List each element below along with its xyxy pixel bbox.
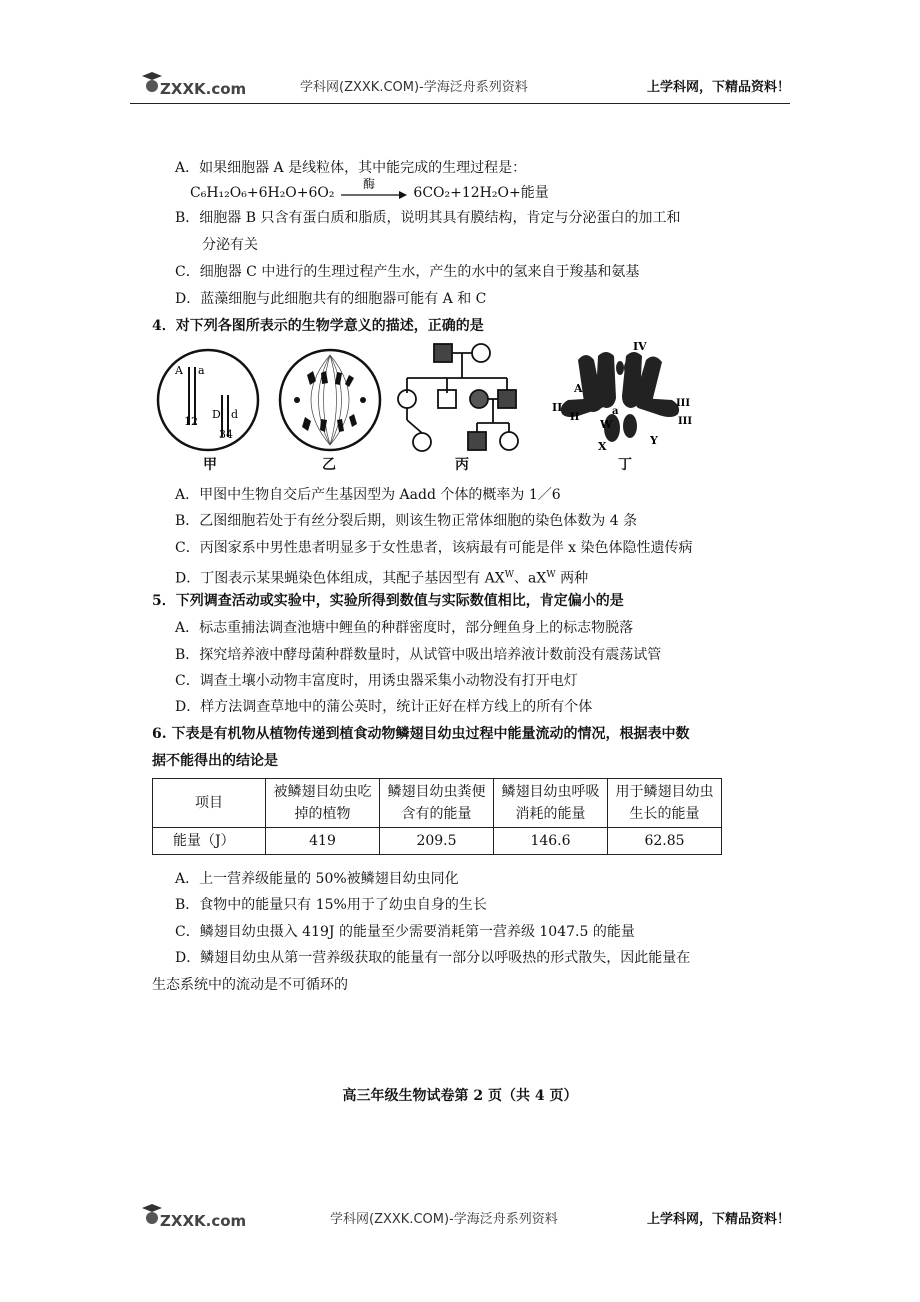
enzyme-arrow (339, 177, 409, 200)
ding-label-II-b: II (570, 412, 580, 423)
jia-label-D: D (212, 408, 221, 421)
energy-table (152, 778, 722, 855)
jia-label-34: 34 (219, 428, 233, 441)
logo-text: ZXXK.com (160, 80, 246, 98)
ding-label-A: A (574, 382, 583, 395)
equation-right: 6CO₂+12H₂O+能量 (413, 185, 549, 201)
q4-stem: 4．对下列各图所表示的生物学意义的描述，正确的是 (152, 318, 484, 334)
header-rule (130, 103, 790, 104)
fig-label-yi: 乙 (322, 457, 336, 473)
logo-text: ZXXK.com (160, 1212, 246, 1230)
figure-yi (277, 345, 387, 455)
table-cell: 146.6 (494, 828, 608, 855)
q6-stem-line2: 据不能得出的结论是 (152, 753, 278, 769)
zxxk-logo (136, 70, 246, 100)
q4-option-d (175, 565, 588, 589)
q3-option-d: D．蓝藻细胞与此细胞共有的细胞器可能有 A 和 C (175, 291, 487, 307)
q4-d-sup2: W (546, 570, 556, 580)
q3-option-b-line1: B．细胞器 B 只含有蛋白质和脂质，说明其具有膜结构，肯定与分泌蛋白的加工和 (175, 210, 681, 226)
table-cell: 419 (266, 828, 380, 855)
q4-option-b: B．乙图细胞若处于有丝分裂后期，则该生物正常体细胞的染色体数为 4 条 (175, 513, 638, 529)
table-header-cell: 鳞翅目幼虫呼吸 消耗的能量 (494, 779, 608, 828)
q5-option-b: B．探究培养液中酵母菌种群数量时，从试管中吸出培养液计数前没有震荡试管 (175, 647, 662, 663)
ding-label-III-b: III (678, 416, 693, 427)
ding-label-II-a: II (552, 401, 563, 414)
q5-option-a: A．标志重捕法调查池塘中鲤鱼的种群密度时，部分鲤鱼身上的标志物脱落 (175, 620, 634, 636)
jia-label-a: a (198, 364, 205, 377)
jia-label-A: A (175, 364, 183, 377)
arrow-icon (339, 188, 409, 202)
table-row (153, 779, 722, 828)
header-center-text: 学科网(ZXXK.COM)-学海泛舟系列资料 (300, 80, 528, 95)
fig-label-bing: 丙 (455, 457, 469, 473)
table-energy-label: 能量（J） (153, 828, 266, 855)
ding-label-X: X (598, 440, 607, 453)
q6-option-a: A．上一营养级能量的 50%被鳞翅目幼虫同化 (175, 871, 459, 887)
page-header (130, 68, 790, 104)
page-bottom-banner (130, 1200, 790, 1236)
figure-ding-chromosomes (550, 338, 695, 460)
ding-label-a: a (612, 406, 619, 417)
ding-label-W: W (600, 418, 613, 431)
q4-d-post: 两种 (555, 570, 589, 587)
fig-label-ding: 丁 (618, 457, 632, 473)
ding-label-III-a: III (676, 398, 691, 409)
q4-option-a: A．甲图中生物自交后产生基因型为 Aadd 个体的概率为 1／6 (175, 487, 561, 503)
header-right-text: 上学科网，下精品资料！ (646, 1212, 790, 1227)
figure-jia (155, 345, 265, 455)
q5-stem: 5．下列调查活动或实验中，实验所得到数值与实际数值相比，肯定偏小的是 (152, 593, 624, 609)
table-header-cell: 用于鳞翅目幼虫 生长的能量 (608, 779, 722, 828)
table-cell: 209.5 (380, 828, 494, 855)
q5-option-d: D．样方法调查草地中的蒲公英时，统计正好在样方线上的所有个体 (175, 699, 593, 715)
zxxk-logo (136, 1202, 246, 1232)
table-header-cell: 被鳞翅目幼虫吃 掉的植物 (266, 779, 380, 828)
q3-option-a: A．如果细胞器 A 是线粒体，其中能完成的生理过程是： (175, 160, 527, 176)
page-footer: 高三年级生物试卷第 2 页（共 4 页） (342, 1088, 578, 1104)
ding-label-IV: IV (633, 340, 647, 353)
jia-label-d: d (231, 408, 239, 421)
header-right-text: 上学科网，下精品资料！ (646, 80, 790, 95)
q6-option-d-line2: 生态系统中的流动是不可循环的 (152, 977, 348, 993)
q6-option-b: B．食物中的能量只有 15%用于了幼虫自身的生长 (175, 897, 487, 913)
table-cell: 62.85 (608, 828, 722, 855)
q6-stem-line1: 6. 下表是有机物从植物传递到植食动物鳞翅目幼虫过程中能量流动的情况，根据表中数 (152, 726, 690, 742)
figure-bing-pedigree (397, 338, 532, 460)
q3-option-b-line2: 分泌有关 (202, 237, 258, 253)
table-header-item: 项目 (153, 779, 266, 828)
q4-d-mid: 、aX (514, 570, 547, 587)
q3-equation (190, 177, 549, 203)
q6-option-c: C．鳞翅目幼虫摄入 419J 的能量至少需要消耗第一营养级 1047.5 的能量 (175, 924, 635, 940)
q6-option-d-line1: D．鳞翅目幼虫从第一营养级获取的能量有一部分以呼吸热的形式散失，因此能量在 (175, 950, 691, 966)
table-header-cell: 鳞翅目幼虫粪便 含有的能量 (380, 779, 494, 828)
q4-option-c: C．丙图家系中男性患者明显多于女性患者，该病最有可能是伴 x 染色体隐性遗传病 (175, 540, 693, 556)
equation-left: C₆H₁₂O₆+6H₂O+6O₂ (190, 185, 335, 201)
ding-label-Y: Y (650, 434, 658, 447)
header-center-text: 学科网(ZXXK.COM)-学海泛舟系列资料 (330, 1212, 558, 1227)
q4-d-sup1: W (504, 570, 515, 580)
jia-label-12: 12 (184, 415, 198, 428)
table-row (153, 828, 722, 855)
enzyme-label: 酶 (362, 177, 375, 191)
q4-d-pre: D．丁图表示某果蝇染色体组成，其配子基因型有 AX (175, 570, 505, 587)
q3-option-c: C．细胞器 C 中进行的生理过程产生水，产生的水中的氢来自于羧基和氨基 (175, 264, 640, 280)
q5-option-c: C．调查土壤小动物丰富度时，用诱虫器采集小动物没有打开电灯 (175, 673, 578, 689)
fig-label-jia: 甲 (203, 457, 217, 473)
